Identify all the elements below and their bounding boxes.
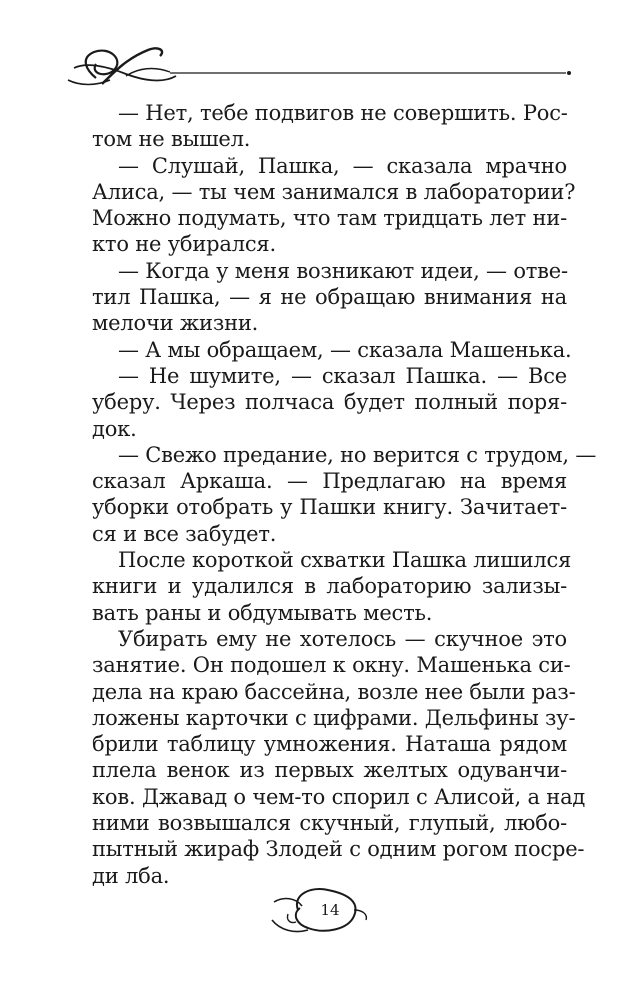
text-line: сказал Аркаша. — Предлагаю на время <box>92 469 567 494</box>
text-line: дела на краю бассейна, возле нее были раз- <box>92 679 576 704</box>
text-line: уберу. Через полчаса будет полный поря- <box>92 390 567 415</box>
text-line: Алиса, — ты чем занимался в лаборатории? <box>92 179 576 204</box>
text-line: док. <box>92 416 137 441</box>
text-line: ков. Джавад о чем-то спорил с Алисой, а над <box>92 784 586 809</box>
text-line: После короткой схватки Пашка лишился <box>118 548 572 573</box>
text-line: тил Пашка, — я не обращаю внимания на <box>92 285 567 310</box>
paragraph <box>92 547 572 626</box>
paragraph <box>92 363 567 442</box>
text-line: ди лба. <box>92 863 170 888</box>
body-text <box>92 100 597 889</box>
text-line: кто не убирался. <box>92 232 276 257</box>
text-line: плела венок из первых желтых одуванчи- <box>92 758 567 783</box>
text-line: ложены карточки с цифрами. Дельфины зу- <box>92 705 576 730</box>
text-line: уборки отобрать у Пашки книгу. Зачитает- <box>92 495 567 520</box>
text-line: — Нет, тебе подвигов не совершить. Рос- <box>118 101 568 125</box>
text-line: Можно подумать, что там тридцать лет ни- <box>92 206 567 231</box>
text-line: мелочи жизни. <box>92 311 259 336</box>
text-line: Убирать ему не хотелось — скучное это <box>118 626 567 651</box>
paragraph <box>92 258 567 337</box>
text-line: ся и все забудет. <box>92 521 277 546</box>
text-line: книги и удалился в лабораторию зализы- <box>92 574 567 599</box>
text-line: — Не шумите, — сказал Пашка. — Все <box>118 363 567 388</box>
page-number: 14 <box>320 901 340 919</box>
text-line: — А мы обращаем, — сказала Машенька. <box>118 337 572 362</box>
paragraph <box>92 337 572 363</box>
text-line: занятие. Он подошел к окну. Машенька си- <box>92 653 571 678</box>
text-line: ними возвышался скучный, глупый, любо- <box>92 811 567 836</box>
text-line: брили таблицу умножения. Наташа рядом <box>92 732 567 757</box>
header-flourish-ornament <box>66 40 576 90</box>
text-line: вать раны и обдумывать месть. <box>92 600 433 625</box>
paragraph <box>92 153 576 258</box>
text-line: — Когда у меня возникают идеи, — отве- <box>118 258 568 283</box>
page-number-ornament <box>268 880 372 942</box>
paragraph <box>92 626 586 889</box>
text-line: — Свежо предание, но верится с трудом, — <box>118 442 597 467</box>
paragraph <box>92 100 567 153</box>
text-line: пытный жираф Злодей с одним рогом посре- <box>92 837 585 862</box>
text-line: — Слушай, Пашка, — сказала мрачно <box>118 153 567 178</box>
paragraph <box>92 442 597 547</box>
text-line: том не вышел. <box>92 127 251 152</box>
